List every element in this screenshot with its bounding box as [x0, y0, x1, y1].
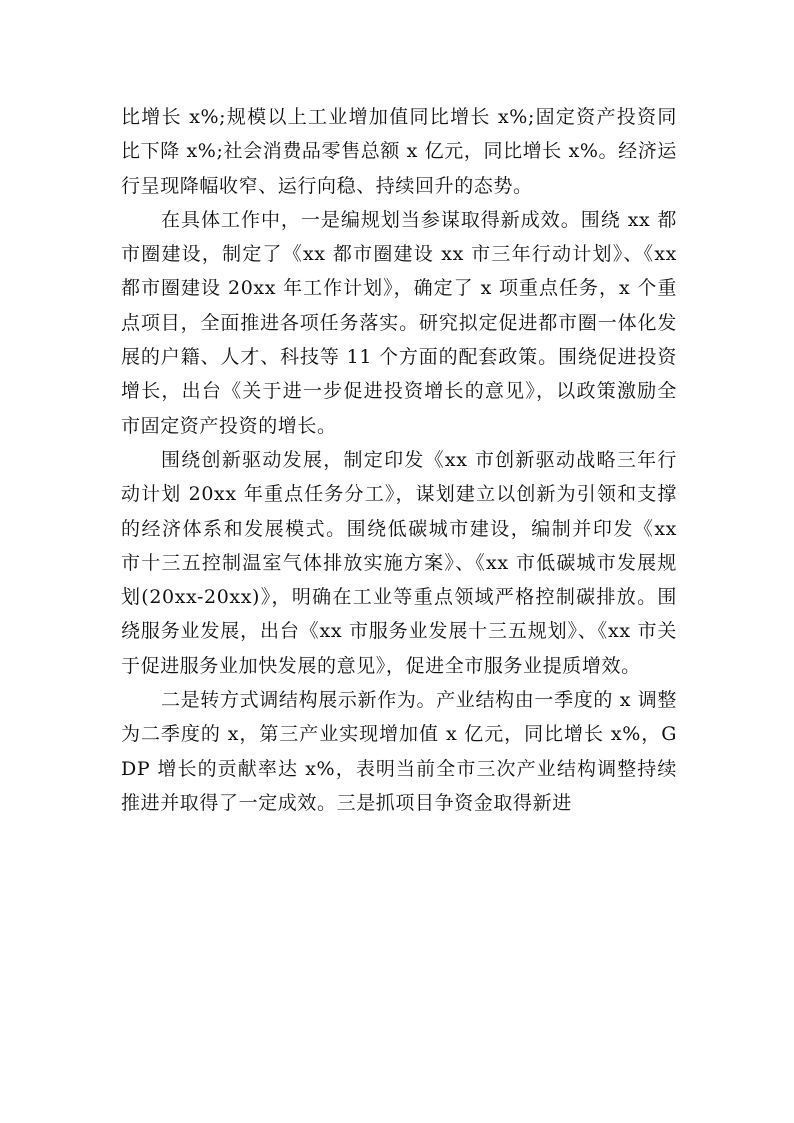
document-page [121, 100, 677, 820]
paragraph-structure-adjustment: 二是转方式调结构展示新作为。产业结构由一季度的 x 调整为二季度的 x，第三产业实现增加值 x 亿元，同比增长 x%，GDP 增长的贡献率达 x%，表明当前全市三次产业结构调整持续推进并取得了一定成效。三是抓项目争资金取得新进 [121, 689, 677, 814]
paragraph-planning-work: 在具体工作中，一是编规划当参谋取得新成效。围绕 xx 都市圈建设，制定了《xx 都市圈建设 xx 市三年行动计划》、《xx 都市圈建设 20xx 年工作计划》，确定了 x 项重点任务，x 个重点项目，全面推进各项任务落实。研究拟定促进都市圈一体化发展的户籍、人才、科技等 11 个方面的配套政策。围绕促进投资增长，出台《关于进一步促进投资增长的意见》，以政策激励全市固定资产投资的增长。 [121, 208, 677, 437]
paragraph-innovation-lowcarbon: 围绕创新驱动发展，制定印发《xx 市创新驱动战略三年行动计划 20xx 年重点任务分工》，谋划建立以创新为引领和支撑的经济体系和发展模式。围绕低碳城市建设，编制并印发《xx 市十三五控制温室气体排放实施方案》、《xx 市低碳城市发展规划(20xx-20xx)》，明确在工业等重点领域严格控制碳排放。围绕服务业发展，出台《xx 市服务业发展十三五规划》、《xx 市关于促进服务业加快发展的意见》，促进全市服务业提质增效。 [121, 448, 677, 677]
paragraph-economic-summary: 比增长 x%;规模以上工业增加值同比增长 x%;固定资产投资同比下降 x%;社会消费品零售总额 x 亿元，同比增长 x%。经济运行呈现降幅收窄、运行向稳、持续回升的态势。 [121, 106, 677, 197]
